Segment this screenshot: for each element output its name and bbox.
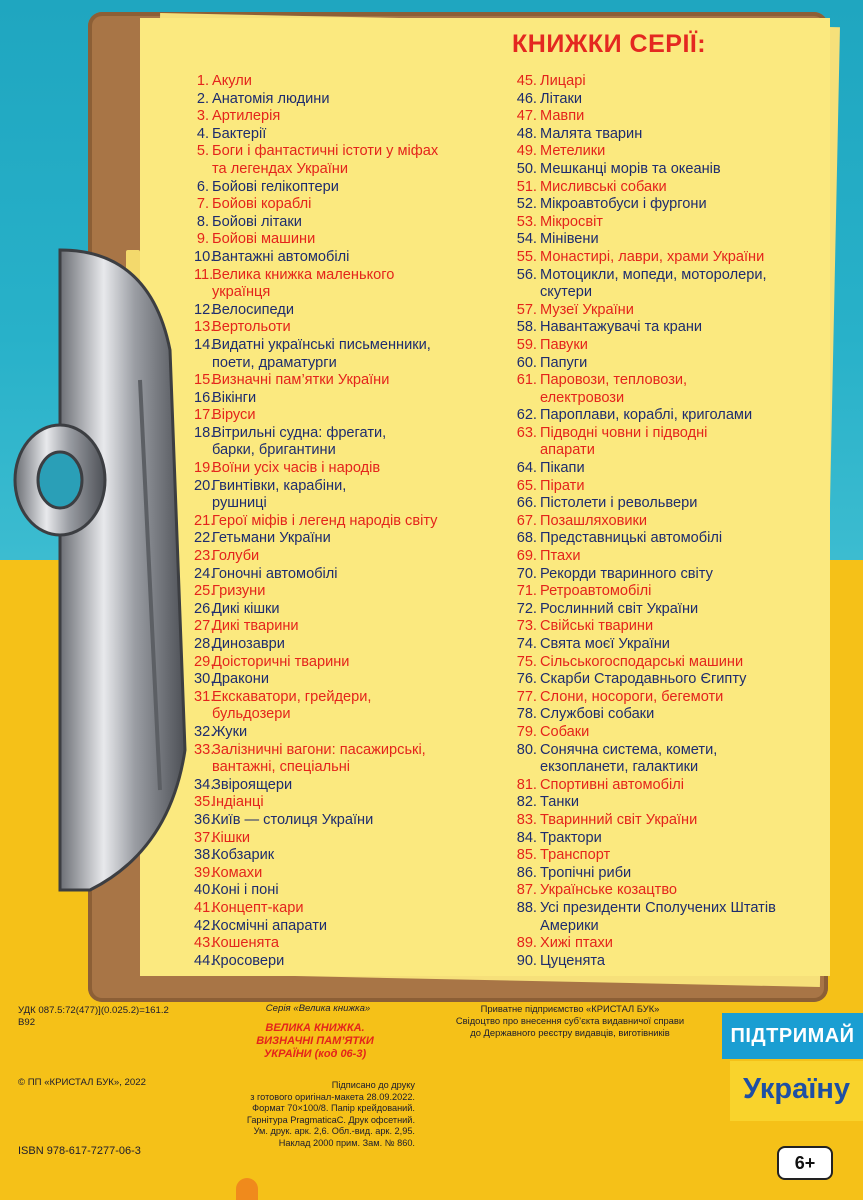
book-title: Бойові машини <box>212 231 316 248</box>
book-number: 30. <box>194 671 215 688</box>
book-title: Дракони <box>212 671 269 688</box>
book-list-item <box>194 372 494 390</box>
book-title: Доісторичні тварини <box>212 653 350 670</box>
book-title: Динозаври <box>212 636 285 652</box>
book-title: Лицарі <box>540 73 586 89</box>
book-list-item <box>513 355 823 373</box>
series-name: Серія «Велика книжка» <box>265 1003 371 1014</box>
book-title: Підводні човни і підводні апарати <box>540 424 708 459</box>
book-title: Пікапи <box>540 460 585 477</box>
book-number: 89. <box>516 935 537 952</box>
book-number: 48. <box>516 125 537 142</box>
book-list-item <box>194 865 494 883</box>
book-title: Танки <box>540 794 579 811</box>
print-info: Підписано до друку з готового оригінал-макета 28.09.2022. Формат 70×100/8. Папір крейдований. Гарнітура PragmaticaC. Друк офсетний. Ум. друк. арк. 2,6. Обл.-вид. арк. 2,95. Наклад 2000 прим. Зам. № 860. <box>246 1080 415 1148</box>
book-number: 49. <box>516 143 537 160</box>
book-list-item <box>513 724 823 742</box>
book-list-item <box>194 513 494 531</box>
book-number: 44. <box>194 952 215 969</box>
book-title: Боги і фантастичні істоти у міфах та легендах України <box>212 143 439 177</box>
book-number: 27. <box>194 618 215 635</box>
book-list-item <box>513 319 823 337</box>
book-title: Гоночні автомобілі <box>212 565 338 582</box>
book-list-item <box>513 108 823 126</box>
book-number: 28. <box>194 636 215 652</box>
book-list-item <box>194 214 494 232</box>
book-number: 45. <box>516 73 537 89</box>
book-title: Метелики <box>540 143 606 160</box>
book-title: Бойові кораблі <box>212 196 312 213</box>
book-number: 68. <box>516 530 537 547</box>
book-number: 6. <box>196 178 209 195</box>
book-number: 43. <box>194 935 215 952</box>
book-number: 64. <box>516 460 537 477</box>
book-title: Мікроавтобуси і фургони <box>540 196 707 213</box>
book-list-item <box>513 407 823 425</box>
book-title: Вертольоти <box>212 319 291 336</box>
book-title: Кобзарик <box>212 847 275 864</box>
support-badge-line2: Україну <box>730 1061 863 1121</box>
book-title: Літаки <box>540 90 582 107</box>
book-list-item <box>513 161 823 179</box>
book-number: 65. <box>516 477 537 494</box>
book-number: 36. <box>194 811 215 828</box>
book-number: 11. <box>194 266 214 283</box>
book-number: 73. <box>516 618 537 635</box>
book-number: 57. <box>516 301 537 318</box>
book-number: 79. <box>516 723 537 740</box>
book-number: 71. <box>516 583 537 600</box>
book-number: 23. <box>194 548 215 565</box>
book-list-item <box>194 830 494 848</box>
book-title: Трактори <box>540 829 602 846</box>
age-rating-badge: 6+ <box>777 1146 833 1180</box>
book-title: Дикі кішки <box>212 600 280 617</box>
book-number: 72. <box>516 600 537 617</box>
book-title: Акули <box>212 73 252 89</box>
book-list-item <box>513 742 823 777</box>
book-list-item <box>513 302 823 320</box>
book-title: Бойові літаки <box>212 213 302 230</box>
book-number: 80. <box>516 741 537 758</box>
book-title: Звіроящери <box>212 776 293 793</box>
book-list-item <box>513 372 823 407</box>
book-list-item <box>194 73 494 91</box>
book-number: 2. <box>196 90 209 107</box>
book-title: Кошенята <box>212 935 280 952</box>
book-list-item <box>194 882 494 900</box>
book-list-item <box>513 143 823 161</box>
support-ukraine-badge <box>722 1013 863 1129</box>
book-number: 78. <box>516 706 537 723</box>
book-list-item <box>194 847 494 865</box>
book-number: 38. <box>194 847 215 864</box>
book-number: 77. <box>516 688 537 705</box>
book-number: 58. <box>516 319 537 336</box>
book-title: Голуби <box>212 548 260 565</box>
book-title: Навантажувачі та крани <box>540 319 703 336</box>
series-title: КНИЖКИ СЕРІЇ: <box>512 30 707 58</box>
book-number: 24. <box>194 565 215 582</box>
book-list-item <box>513 706 823 724</box>
book-title: Ретроавтомобілі <box>540 583 652 600</box>
book-number: 32. <box>194 723 215 740</box>
book-list-item <box>194 390 494 408</box>
book-list-item <box>194 935 494 953</box>
book-title: Гвинтівки, карабіни, рушниці <box>212 477 347 512</box>
book-title: Герої міфів і легенд народів світу <box>212 512 438 529</box>
book-title: Артилерія <box>212 108 281 125</box>
book-title: Слони, носороги, бегемоти <box>540 688 724 705</box>
book-number: 74. <box>516 636 537 652</box>
book-number: 29. <box>194 653 215 670</box>
book-number: 13. <box>194 319 215 336</box>
book-number: 14. <box>194 336 215 353</box>
book-number: 37. <box>194 829 215 846</box>
book-list-item <box>194 566 494 584</box>
book-number: 15. <box>194 372 215 389</box>
book-list-item <box>194 548 494 566</box>
book-number: 54. <box>516 231 537 248</box>
book-number: 86. <box>516 864 537 881</box>
book-number: 9. <box>196 231 209 248</box>
book-number: 61. <box>516 372 537 389</box>
book-list-item <box>194 618 494 636</box>
copyright: © ПП «КРИСТАЛ БУК», 2022 <box>18 1077 146 1088</box>
book-list-item <box>194 900 494 918</box>
book-number: 88. <box>516 899 537 916</box>
book-list-left <box>194 73 494 970</box>
book-list-item <box>513 900 823 935</box>
book-title: Мотоцикли, мопеди, моторолери, скутери <box>540 266 767 301</box>
book-number: 5. <box>196 143 209 160</box>
book-list-item <box>513 73 823 91</box>
book-title: Велика книжка маленького українця <box>212 266 395 301</box>
book-title: Позашляховики <box>540 512 648 529</box>
book-number: 4. <box>196 125 209 142</box>
book-list-item <box>194 425 494 460</box>
book-list-item <box>513 654 823 672</box>
book-title: Мінівени <box>540 231 599 248</box>
book-number: 66. <box>516 495 537 512</box>
book-list-item <box>513 830 823 848</box>
book-number: 76. <box>516 671 537 688</box>
book-number: 50. <box>516 160 537 177</box>
book-title: Гризуни <box>212 583 266 600</box>
book-title: Гетьмани України <box>212 530 331 547</box>
book-list-item <box>194 918 494 936</box>
book-title: Свійські тварини <box>540 618 654 635</box>
book-list-item <box>513 566 823 584</box>
book-title: Монастирі, лаври, храми України <box>540 248 765 265</box>
book-title: Жуки <box>212 723 248 740</box>
book-title: ВЕЛИКА КНИЖКА. ВИЗНАЧНІ ПАМ’ЯТКИ УКРАЇНИ (код 06-3) <box>256 1022 374 1060</box>
book-number: 7. <box>196 196 209 213</box>
book-title: Вітрильні судна: фрегати, барки, бригантини <box>212 424 387 459</box>
book-list-item <box>194 953 494 971</box>
book-number: 22. <box>194 530 215 547</box>
book-list-item <box>194 231 494 249</box>
book-title: Скарби Стародавнього Єгипту <box>540 671 747 688</box>
book-number: 60. <box>516 354 537 371</box>
book-number: 52. <box>516 196 537 213</box>
book-list-item <box>194 460 494 478</box>
book-list-item <box>513 847 823 865</box>
book-list-item <box>513 935 823 953</box>
book-title: Службові собаки <box>540 706 655 723</box>
book-list-item <box>194 91 494 109</box>
book-title: Усі президенти Сполучених Штатів Америки <box>540 899 776 934</box>
book-title: Мікросвіт <box>540 213 603 230</box>
book-number: 12. <box>194 301 215 318</box>
book-list-item <box>513 953 823 971</box>
book-list-item <box>194 302 494 320</box>
book-number: 1. <box>196 73 209 89</box>
book-number: 56. <box>516 266 537 283</box>
book-title: Залізничні вагони: пасажирські, вантажні, спеціальні <box>212 741 426 776</box>
isbn: ISBN 978-617-7277-06-3 <box>18 1145 141 1157</box>
book-number: 51. <box>516 178 537 195</box>
book-number: 26. <box>194 600 215 617</box>
book-list-item <box>513 601 823 619</box>
book-list-item <box>194 671 494 689</box>
book-title: Спортивні автомобілі <box>540 776 684 793</box>
book-list-item <box>513 267 823 302</box>
book-list-item <box>194 337 494 372</box>
support-badge-line1: ПІДТРИМАЙ <box>722 1013 863 1059</box>
book-number: 53. <box>516 213 537 230</box>
book-number: 3. <box>196 108 209 125</box>
book-title: Собаки <box>540 723 590 740</box>
book-list-item <box>513 214 823 232</box>
book-title: Представницькі автомобілі <box>540 530 723 547</box>
book-number: 40. <box>194 882 215 899</box>
book-list-item <box>513 249 823 267</box>
book-number: 39. <box>194 864 215 881</box>
book-list-item <box>194 478 494 513</box>
book-list-item <box>513 478 823 496</box>
book-number: 84. <box>516 829 537 846</box>
book-title: Коні і поні <box>212 882 279 899</box>
book-list-item <box>194 267 494 302</box>
book-list-item <box>513 548 823 566</box>
book-title: Цуценята <box>540 952 606 969</box>
book-title: Анатомія людини <box>212 90 330 107</box>
book-list-item <box>194 601 494 619</box>
book-number: 90. <box>516 952 537 969</box>
book-list-item <box>513 231 823 249</box>
book-list-item <box>513 812 823 830</box>
book-list-item <box>513 91 823 109</box>
book-title: Кішки <box>212 829 250 846</box>
book-number: 35. <box>194 794 215 811</box>
book-number: 85. <box>516 847 537 864</box>
udk-code: УДК 087.5:72(477)](0.025.2)=161.2 В92 <box>18 1005 169 1028</box>
book-number: 41. <box>194 899 215 916</box>
book-title: Папуги <box>540 354 588 371</box>
book-number: 42. <box>194 917 215 934</box>
book-list-item <box>513 513 823 531</box>
publisher-info: Приватне підприємство «КРИСТАЛ БУК» Свідоцтво про внесення суб’єкта видавничої справи до Державного реєстру видавців, виготівників <box>455 1003 685 1038</box>
book-list-item <box>513 671 823 689</box>
book-list-item <box>194 179 494 197</box>
book-list-item <box>194 742 494 777</box>
book-number: 82. <box>516 794 537 811</box>
book-list-item <box>194 407 494 425</box>
book-number: 59. <box>516 336 537 353</box>
book-title: Пірати <box>540 477 585 494</box>
book-title: Рослинний світ України <box>540 600 699 617</box>
book-number: 33. <box>194 741 215 758</box>
book-title: Рекорди тваринного світу <box>540 565 713 582</box>
book-title: Малята тварин <box>540 125 643 142</box>
book-title: Індіанці <box>212 794 264 811</box>
book-list-item <box>513 530 823 548</box>
book-number: 10. <box>194 248 215 265</box>
book-list-item <box>513 636 823 654</box>
book-number: 17. <box>194 407 215 424</box>
book-title: Вантажні автомобілі <box>212 248 350 265</box>
book-list-item <box>513 777 823 795</box>
book-list-item <box>194 143 494 178</box>
book-list-item <box>194 689 494 724</box>
book-list-item <box>513 618 823 636</box>
book-list-item <box>194 108 494 126</box>
book-list-item <box>513 179 823 197</box>
book-number: 62. <box>516 407 537 424</box>
fox-mascot-icon <box>236 1178 258 1200</box>
book-number: 69. <box>516 548 537 565</box>
book-list-item <box>513 196 823 214</box>
book-list-item <box>194 794 494 812</box>
book-title: Бактерії <box>212 125 267 142</box>
book-number: 70. <box>516 565 537 582</box>
book-title: Свята моєї України <box>540 636 670 652</box>
book-list-item <box>513 882 823 900</box>
book-list-item <box>194 249 494 267</box>
book-list-item <box>194 636 494 654</box>
book-list-item <box>513 865 823 883</box>
book-title: Павуки <box>540 336 588 353</box>
book-number: 20. <box>194 477 215 494</box>
book-title: Паровози, тепловози, електровози <box>540 372 688 406</box>
book-list-item <box>513 495 823 513</box>
book-title: Музеї України <box>540 301 634 318</box>
book-number: 81. <box>516 776 537 793</box>
book-list-item <box>513 460 823 478</box>
book-title: Бойові гелікоптери <box>212 178 339 195</box>
book-number: 25. <box>194 583 215 600</box>
book-title: Українське козацтво <box>540 882 678 899</box>
book-title: Велосипеди <box>212 301 294 318</box>
book-number: 87. <box>516 882 537 899</box>
book-title: Сільськогосподарські машини <box>540 653 744 670</box>
book-number: 34. <box>194 776 215 793</box>
book-number: 31. <box>194 688 215 705</box>
book-title: Видатні українські письменники, поети, драматурги <box>212 336 431 371</box>
book-title: Мисливські собаки <box>540 178 667 195</box>
book-number: 63. <box>516 424 537 441</box>
book-title: Транспорт <box>540 847 611 864</box>
book-title: Віруси <box>212 407 256 424</box>
book-title: Київ — столиця України <box>212 811 374 828</box>
book-list-item <box>513 689 823 707</box>
book-title: Мешканці морів та океанів <box>540 160 721 177</box>
book-list-item <box>194 724 494 742</box>
book-title: Визначні пам’ятки України <box>212 372 390 389</box>
book-number: 21. <box>194 512 215 529</box>
book-number: 46. <box>516 90 537 107</box>
book-number: 18. <box>194 424 215 441</box>
book-list-item <box>513 337 823 355</box>
book-title: Воїни усіх часів і народів <box>212 460 381 477</box>
book-list-item <box>513 583 823 601</box>
book-number: 67. <box>516 512 537 529</box>
book-title: Тваринний світ України <box>540 811 698 828</box>
book-number: 47. <box>516 108 537 125</box>
book-title: Пароплави, кораблі, криголами <box>540 407 753 424</box>
book-list-item <box>194 583 494 601</box>
book-title: Дикі тварини <box>212 618 299 635</box>
book-title: Тропічні риби <box>540 864 632 881</box>
book-list-item <box>194 812 494 830</box>
book-list-item <box>513 794 823 812</box>
book-title: Концепт-кари <box>212 899 304 916</box>
book-title: Вікінги <box>212 389 257 406</box>
book-title: Космічні апарати <box>212 917 328 934</box>
book-number: 19. <box>194 460 215 477</box>
book-list-item <box>194 319 494 337</box>
book-number: 75. <box>516 653 537 670</box>
book-list-item <box>194 777 494 795</box>
book-number: 55. <box>516 248 537 265</box>
book-list-item <box>194 126 494 144</box>
book-title: Сонячна система, комети, екзопланети, галактики <box>540 741 718 776</box>
book-number: 83. <box>516 811 537 828</box>
book-list-right <box>513 73 823 970</box>
book-title: Хижі птахи <box>540 935 613 952</box>
book-title: Кросовери <box>212 952 285 969</box>
book-title: Комахи <box>212 864 263 881</box>
book-title: Екскаватори, грейдери, бульдозери <box>212 688 372 723</box>
clipboard-clip-icon <box>0 230 215 930</box>
book-title: Мавпи <box>540 108 585 125</box>
book-title: Пістолети і револьвери <box>540 495 698 512</box>
book-number: 16. <box>194 389 215 406</box>
book-list-item <box>194 196 494 214</box>
book-number: 8. <box>196 213 209 230</box>
book-title: Птахи <box>540 548 581 565</box>
book-list-item <box>194 530 494 548</box>
book-list-item <box>513 126 823 144</box>
book-list-item <box>194 654 494 672</box>
book-list-item <box>513 425 823 460</box>
